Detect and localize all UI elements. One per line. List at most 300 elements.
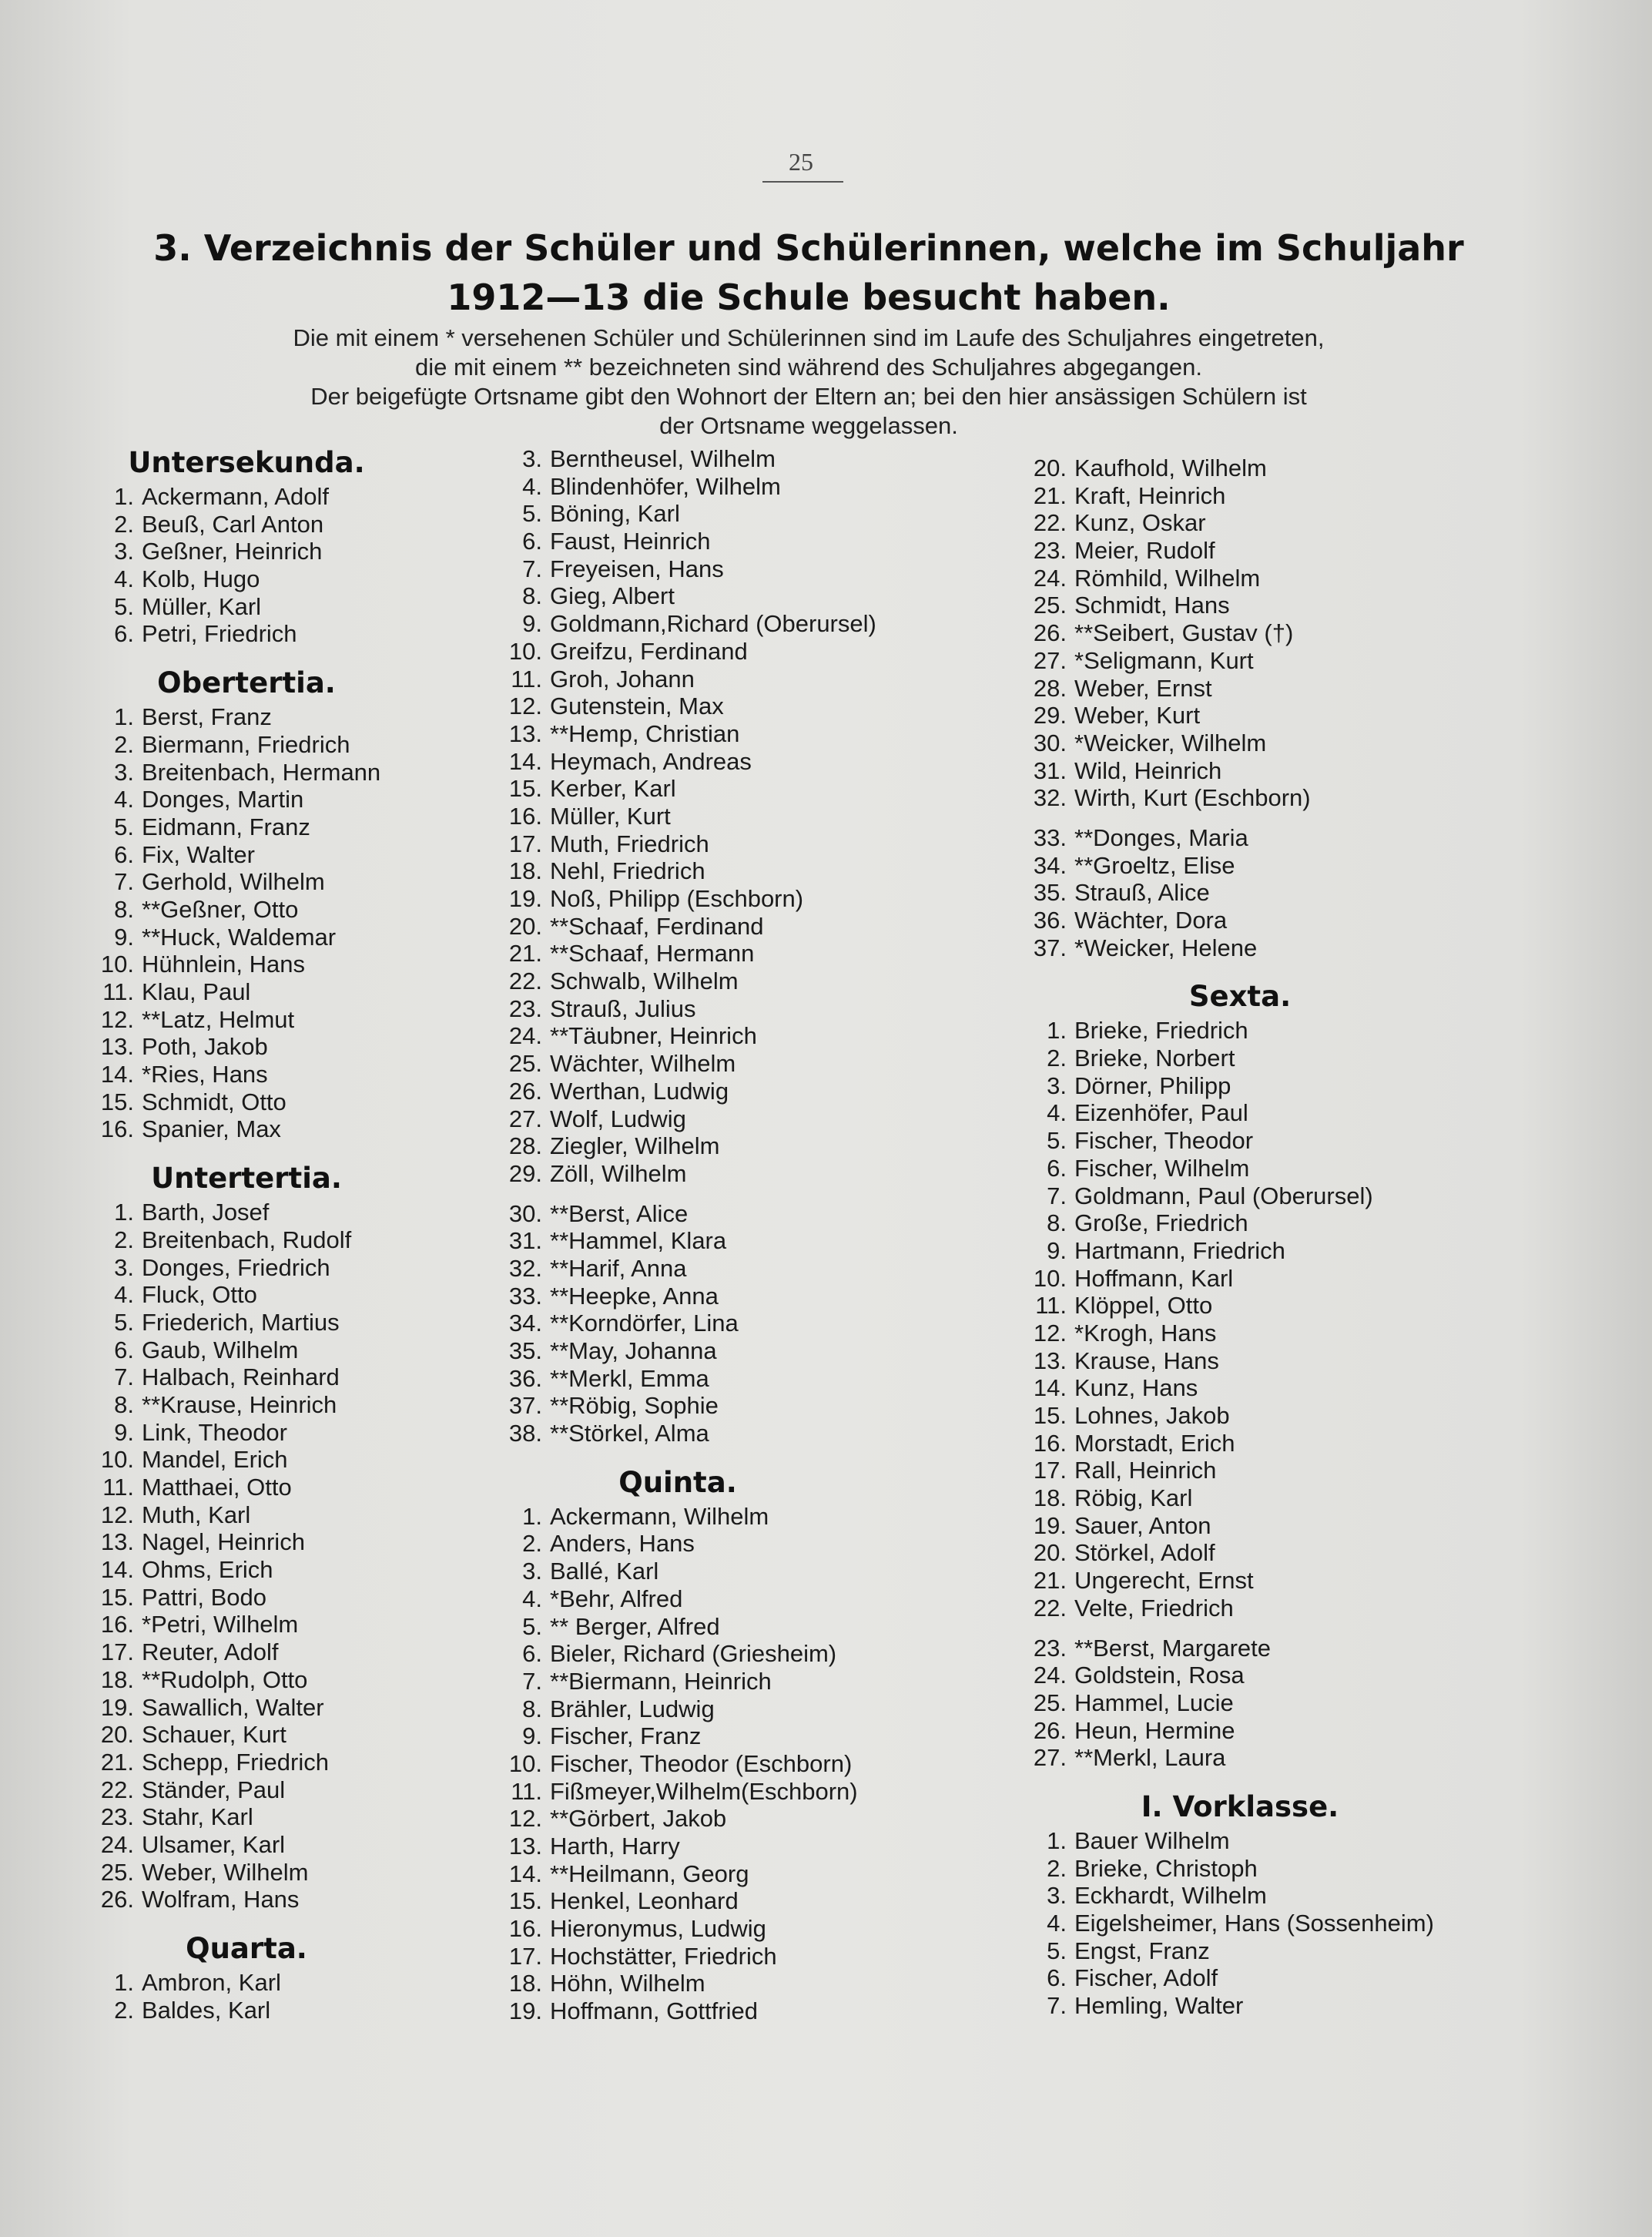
student-entry — [100, 1501, 462, 1529]
student-entry — [100, 1584, 462, 1612]
student-entry — [508, 1310, 963, 1337]
class-heading-untersekunda: Untersekunda. — [128, 446, 365, 479]
entry-number: 22. — [100, 1776, 134, 1803]
student-entry — [1028, 454, 1560, 482]
entry-number: 5. — [1047, 1127, 1067, 1155]
student-entry — [100, 1281, 462, 1309]
student-entry — [508, 1078, 963, 1105]
entry-number: 5. — [114, 813, 134, 840]
student-entry — [508, 666, 963, 693]
student-name: **Krause, Heinrich — [142, 1390, 337, 1418]
student-entry — [1028, 1292, 1560, 1320]
entry-number: 11. — [1035, 1292, 1067, 1320]
student-entry — [100, 786, 462, 813]
student-entry — [1028, 1744, 1560, 1772]
student-name: Schmidt, Otto — [142, 1088, 287, 1115]
student-entry — [100, 1638, 462, 1666]
student-name: Große, Friedrich — [1074, 1209, 1248, 1237]
entry-number: 4. — [114, 565, 134, 593]
student-entry — [508, 1132, 963, 1160]
student-name: Klau, Paul — [142, 978, 251, 1005]
entry-number: 38. — [508, 1420, 542, 1447]
student-name: Gutenstein, Max — [550, 693, 724, 720]
student-entry — [508, 857, 963, 885]
student-entry — [1028, 537, 1560, 565]
entry-number: 18. — [508, 1970, 542, 1997]
student-name: Störkel, Adolf — [1074, 1539, 1215, 1567]
student-name: Kerber, Karl — [550, 775, 676, 803]
student-entry — [508, 1200, 963, 1228]
student-name: **Schaaf, Hermann — [550, 940, 755, 968]
student-name: Eizenhöfer, Paul — [1074, 1099, 1248, 1127]
student-entry — [508, 830, 963, 858]
student-entry — [1028, 784, 1560, 812]
entry-number: 28. — [508, 1132, 542, 1160]
student-name: **Geßner, Otto — [142, 895, 299, 923]
student-entry — [100, 1556, 462, 1584]
entry-number: 6. — [114, 840, 134, 868]
entry-number: 31. — [1033, 756, 1067, 784]
student-name: Ziegler, Wilhelm — [550, 1132, 720, 1160]
student-entry — [1028, 1430, 1560, 1457]
student-name: Wolf, Ludwig — [550, 1105, 686, 1132]
entry-number: 4. — [522, 472, 542, 500]
entry-number: 10. — [508, 1749, 542, 1777]
student-entry — [1028, 879, 1560, 907]
student-name: **Groeltz, Elise — [1074, 851, 1235, 879]
entry-number: 24. — [508, 1022, 542, 1050]
student-entry — [1028, 1937, 1560, 1965]
student-name: Heun, Hermine — [1074, 1716, 1235, 1744]
entry-number: 20. — [508, 912, 542, 940]
student-name: Kunz, Hans — [1074, 1374, 1198, 1402]
student-entry — [508, 748, 963, 776]
entry-number: 3. — [114, 1253, 134, 1281]
entry-number: 12. — [100, 1005, 134, 1033]
entry-number: 2. — [1047, 1854, 1067, 1882]
entry-number: 21. — [1033, 481, 1067, 509]
student-name: Schwalb, Wilhelm — [550, 968, 739, 995]
student-name: Gieg, Albert — [550, 582, 675, 610]
student-name: Groh, Johann — [550, 665, 695, 693]
student-name: **Seibert, Gustav (†) — [1074, 619, 1294, 647]
student-entry — [1028, 1374, 1560, 1402]
student-entry — [1028, 1567, 1560, 1595]
student-entry — [100, 511, 462, 538]
column-1 — [100, 443, 462, 2024]
student-entry — [1028, 619, 1560, 647]
note-line: der Ortsname weggelassen. — [659, 412, 958, 439]
student-entry — [508, 1160, 963, 1188]
student-name: Hieronymus, Ludwig — [550, 1915, 766, 1943]
student-name: Pattri, Bodo — [142, 1583, 266, 1611]
student-name: Matthaei, Otto — [142, 1474, 292, 1501]
entry-number: 6. — [114, 1336, 134, 1363]
student-entry — [1028, 1072, 1560, 1100]
entry-number: 3. — [522, 445, 542, 472]
entry-number: 6. — [522, 528, 542, 555]
entry-number: 3. — [114, 538, 134, 565]
student-name: **Berst, Margarete — [1074, 1634, 1271, 1662]
student-entry — [100, 593, 462, 621]
entry-number: 9. — [522, 1722, 542, 1750]
entry-number: 37. — [1033, 934, 1067, 961]
entry-number: 30. — [1033, 729, 1067, 756]
entry-number: 16. — [508, 802, 542, 830]
entry-number: 22. — [508, 968, 542, 995]
student-name: *Seligmann, Kurt — [1074, 646, 1254, 674]
student-name: Sauer, Anton — [1074, 1511, 1211, 1539]
student-name: Rall, Heinrich — [1074, 1457, 1217, 1484]
student-entry — [1028, 1855, 1560, 1883]
student-entry — [508, 1833, 963, 1860]
student-entry — [508, 1943, 963, 1970]
student-entry — [508, 1392, 963, 1420]
student-entry — [508, 1970, 963, 1997]
student-name: Wächter, Dora — [1074, 907, 1228, 934]
student-entry — [1028, 702, 1560, 729]
student-name: Donges, Martin — [142, 786, 304, 813]
student-entry — [1028, 1099, 1560, 1127]
student-entry — [508, 1695, 963, 1723]
student-entry — [100, 841, 462, 869]
entry-number: 18. — [100, 1665, 134, 1693]
entry-number: 1. — [1047, 1017, 1067, 1045]
entry-number: 6. — [522, 1640, 542, 1668]
student-name: **Röbig, Sophie — [550, 1392, 719, 1420]
entry-number: 24. — [100, 1830, 134, 1858]
student-entry — [508, 940, 963, 968]
entry-number: 25. — [1033, 1689, 1067, 1716]
student-name: Greifzu, Ferdinand — [550, 637, 748, 665]
note-line: Der beigefügte Ortsname gibt den Wohnort der Eltern an; bei den hier ansässigen Schülern ist — [310, 383, 1307, 410]
entry-number: 6. — [1047, 1964, 1067, 1992]
entry-number: 7. — [522, 555, 542, 582]
column-2 — [508, 445, 963, 2025]
entry-number: 26. — [508, 1077, 542, 1105]
student-name: Kaufhold, Wilhelm — [1074, 454, 1267, 481]
entry-number: 26. — [100, 1886, 134, 1913]
student-name: **Merkl, Laura — [1074, 1744, 1226, 1772]
entry-number: 11. — [511, 1777, 542, 1805]
entry-number: 3. — [1047, 1072, 1067, 1099]
entry-number: 2. — [114, 510, 134, 538]
entry-number: 9. — [522, 610, 542, 638]
entry-number: 23. — [1033, 1634, 1067, 1662]
section-title — [92, 223, 1525, 322]
student-list-sexta-girls — [1028, 1635, 1560, 1772]
student-entry — [508, 638, 963, 666]
student-entry — [100, 1309, 462, 1336]
student-entry — [1028, 1209, 1560, 1237]
student-name: Fißmeyer,Wilhelm(Eschborn) — [550, 1777, 858, 1805]
entry-number: 6. — [114, 620, 134, 648]
entry-number: 18. — [508, 857, 542, 885]
page-number: 25 — [789, 148, 813, 176]
entry-number: 20. — [1033, 454, 1067, 481]
student-entry — [100, 1419, 462, 1447]
entry-number: 5. — [114, 592, 134, 620]
entry-number: 19. — [508, 1997, 542, 2025]
entry-number: 14. — [100, 1061, 134, 1088]
student-entry — [1028, 592, 1560, 619]
entry-number: 8. — [522, 582, 542, 610]
entry-number: 12. — [508, 693, 542, 720]
entry-number: 9. — [114, 1418, 134, 1446]
student-name: Berst, Franz — [142, 703, 272, 731]
student-name: Spanier, Max — [142, 1115, 281, 1143]
student-entry — [100, 1721, 462, 1749]
student-name: Schauer, Kurt — [142, 1721, 287, 1749]
student-entry — [1028, 934, 1560, 962]
student-name: Fischer, Adolf — [1074, 1964, 1218, 1992]
student-entry — [1028, 1155, 1560, 1182]
entry-number: 27. — [508, 1105, 542, 1132]
entry-number: 26. — [1033, 619, 1067, 647]
student-entry — [508, 1022, 963, 1050]
student-name: Fischer, Theodor — [1074, 1127, 1254, 1155]
student-entry — [1028, 1402, 1560, 1430]
student-name: *Weicker, Helene — [1074, 934, 1258, 961]
student-entry — [508, 720, 963, 748]
class-heading-untertertia: Untertertia. — [151, 1162, 342, 1196]
entry-number: 12. — [100, 1501, 134, 1528]
student-name: Muth, Karl — [142, 1501, 251, 1528]
class-heading-vorklasse: I. Vorklasse. — [1141, 1789, 1339, 1823]
student-list-quarta — [100, 1969, 462, 2024]
entry-number: 6. — [1047, 1154, 1067, 1182]
student-entry — [100, 731, 462, 759]
entry-number: 2. — [114, 1996, 134, 2024]
title-line-2: 1912—13 die Schule besucht haben. — [447, 277, 1171, 318]
student-list-quarta-girls — [508, 1200, 963, 1447]
entry-number: 25. — [1033, 592, 1067, 619]
student-entry — [1028, 907, 1560, 934]
entry-number: 24. — [1033, 1662, 1067, 1689]
entry-number: 29. — [508, 1159, 542, 1187]
student-name: Müller, Kurt — [550, 802, 671, 830]
student-entry — [1028, 1045, 1560, 1072]
student-entry — [508, 445, 963, 473]
entry-number: 31. — [508, 1227, 542, 1255]
entry-number: 33. — [1033, 823, 1067, 851]
student-name: Ballé, Karl — [550, 1558, 659, 1585]
entry-number: 19. — [1033, 1511, 1067, 1539]
entry-number: 30. — [508, 1199, 542, 1227]
student-name: *Petri, Wilhelm — [142, 1611, 299, 1638]
student-name: Ungerecht, Ernst — [1074, 1567, 1254, 1595]
class-heading-quarta: Quarta. — [186, 1932, 307, 1965]
student-entry — [508, 1558, 963, 1585]
student-entry — [1028, 1320, 1560, 1347]
student-entry — [508, 1337, 963, 1365]
student-entry — [100, 1115, 462, 1143]
student-name: Böning, Karl — [550, 500, 680, 528]
entry-number: 11. — [102, 1474, 134, 1501]
student-entry — [100, 538, 462, 565]
entry-number: 1. — [114, 1969, 134, 1996]
entry-number: 14. — [508, 747, 542, 775]
student-name: **Schaaf, Ferdinand — [550, 912, 764, 940]
entry-number: 17. — [100, 1638, 134, 1666]
student-entry — [100, 703, 462, 731]
student-entry — [1028, 1595, 1560, 1622]
student-entry — [508, 528, 963, 555]
student-entry — [1028, 852, 1560, 880]
entry-number: 8. — [114, 1390, 134, 1418]
student-entry — [100, 620, 462, 648]
student-entry — [100, 813, 462, 841]
student-entry — [1028, 1882, 1560, 1910]
student-name: **Latz, Helmut — [142, 1005, 295, 1033]
student-name: Kraft, Heinrich — [1074, 481, 1226, 509]
student-entry — [508, 885, 963, 913]
entry-number: 4. — [114, 786, 134, 813]
student-name: **Hemp, Christian — [550, 719, 740, 747]
entry-number: 32. — [1033, 784, 1067, 812]
entry-number: 23. — [100, 1803, 134, 1831]
student-name: Eigelsheimer, Hans (Sossenheim) — [1074, 1910, 1434, 1937]
student-entry — [100, 896, 462, 924]
student-name: Wirth, Kurt (Eschborn) — [1074, 784, 1311, 812]
student-entry — [508, 1640, 963, 1668]
student-entry — [1028, 1237, 1560, 1265]
student-entry — [100, 1611, 462, 1638]
entry-number: 32. — [508, 1254, 542, 1282]
student-name: Reuter, Adolf — [142, 1638, 279, 1666]
class-heading-sexta: Sexta. — [1188, 980, 1292, 1014]
entry-number: 3. — [522, 1558, 542, 1585]
student-name: Anders, Hans — [550, 1530, 695, 1558]
entry-number: 10. — [100, 1446, 134, 1474]
student-name: **Täubner, Heinrich — [550, 1022, 757, 1050]
entry-number: 13. — [1033, 1347, 1067, 1374]
student-name: **Harif, Anna — [550, 1254, 687, 1282]
student-name: Biermann, Friedrich — [142, 730, 350, 758]
student-entry — [1028, 1182, 1560, 1210]
entry-number: 16. — [100, 1611, 134, 1638]
student-name: Breitenbach, Hermann — [142, 758, 381, 786]
entry-number: 15. — [1033, 1402, 1067, 1429]
entry-number: 27. — [1033, 1744, 1067, 1772]
student-entry — [508, 500, 963, 528]
student-entry — [100, 483, 462, 511]
student-name: Ackermann, Adolf — [142, 483, 329, 510]
student-list-untertertia — [100, 1199, 462, 1913]
student-entry — [508, 1668, 963, 1695]
student-name: Heymach, Andreas — [550, 747, 752, 775]
entry-number: 11. — [511, 665, 542, 693]
entry-number: 17. — [508, 1942, 542, 1970]
entry-number: 13. — [100, 1033, 134, 1061]
entry-number: 4. — [1047, 1910, 1067, 1937]
student-entry — [508, 1750, 963, 1778]
entry-number: 20. — [100, 1721, 134, 1749]
entry-number: 4. — [522, 1585, 542, 1612]
student-name: **Donges, Maria — [1074, 823, 1248, 851]
note-line: Die mit einem * versehenen Schüler und Schülerinnen sind im Laufe des Schuljahres eingetreten, — [293, 324, 1325, 351]
student-name: **Störkel, Alma — [550, 1420, 709, 1447]
student-entry — [100, 868, 462, 896]
student-entry — [1028, 1484, 1560, 1512]
student-entry — [100, 1859, 462, 1887]
entry-number: 2. — [114, 730, 134, 758]
student-name: Ackermann, Wilhelm — [550, 1502, 769, 1530]
entry-number: 7. — [522, 1667, 542, 1695]
student-name: Nagel, Heinrich — [142, 1528, 305, 1556]
student-entry — [100, 1694, 462, 1722]
student-name: **Huck, Waldemar — [142, 923, 337, 951]
student-entry — [508, 1778, 963, 1806]
class-heading-quinta: Quinta. — [618, 1465, 737, 1499]
student-entry — [508, 582, 963, 610]
entry-number: 8. — [522, 1695, 542, 1722]
student-name: Beuß, Carl Anton — [142, 510, 324, 538]
student-name: Barth, Josef — [142, 1199, 270, 1226]
student-entry — [1028, 729, 1560, 757]
class-heading-obertertia: Obertertia. — [157, 666, 336, 700]
student-name: Strauß, Alice — [1074, 879, 1210, 907]
entry-number: 34. — [1033, 851, 1067, 879]
student-entry — [1028, 509, 1560, 537]
student-name: Römhild, Wilhelm — [1074, 564, 1261, 592]
student-name: Hartmann, Friedrich — [1074, 1236, 1285, 1264]
student-name: Baldes, Karl — [142, 1996, 271, 2024]
entry-number: 1. — [1047, 1826, 1067, 1854]
student-name: Donges, Friedrich — [142, 1253, 330, 1281]
student-entry — [100, 1666, 462, 1694]
entry-number: 10. — [508, 637, 542, 665]
student-entry — [1028, 1910, 1560, 1937]
student-name: Ambron, Karl — [142, 1969, 281, 1996]
entry-number: 7. — [114, 868, 134, 896]
entry-number: 1. — [114, 1199, 134, 1226]
student-entry — [1028, 824, 1560, 852]
student-name: Harth, Harry — [550, 1833, 680, 1860]
student-name: Wild, Heinrich — [1074, 756, 1222, 784]
student-name: Gaub, Wilhelm — [142, 1336, 299, 1363]
student-name: Ohms, Erich — [142, 1556, 273, 1584]
entry-number: 13. — [100, 1528, 134, 1556]
student-entry — [100, 1969, 462, 1997]
student-name: Eidmann, Franz — [142, 813, 310, 840]
student-entry — [100, 1803, 462, 1831]
page-number-rule — [762, 181, 843, 183]
entry-number: 7. — [114, 1363, 134, 1391]
student-entry — [508, 803, 963, 830]
entry-number: 26. — [1033, 1716, 1067, 1744]
student-name: Link, Theodor — [142, 1418, 287, 1446]
student-name: Fischer, Wilhelm — [1074, 1154, 1250, 1182]
entry-number: 23. — [508, 994, 542, 1022]
student-name: *Behr, Alfred — [550, 1585, 683, 1612]
student-name: Bieler, Richard (Griesheim) — [550, 1640, 837, 1668]
student-name: Weber, Kurt — [1074, 702, 1201, 729]
student-name: Eckhardt, Wilhelm — [1074, 1882, 1267, 1910]
student-name: Hoffmann, Karl — [1074, 1264, 1234, 1292]
student-list-obertertia — [100, 703, 462, 1143]
entry-number: 24. — [1033, 564, 1067, 592]
student-name: Henkel, Leonhard — [550, 1887, 739, 1915]
student-entry — [100, 1831, 462, 1859]
student-entry — [508, 1050, 963, 1078]
entry-number: 14. — [1033, 1374, 1067, 1402]
student-entry — [1028, 1539, 1560, 1567]
student-entry — [1028, 1964, 1560, 1992]
student-entry — [100, 1474, 462, 1501]
student-name: *Weicker, Wilhelm — [1074, 729, 1267, 756]
student-name: *Ries, Hans — [142, 1061, 268, 1088]
